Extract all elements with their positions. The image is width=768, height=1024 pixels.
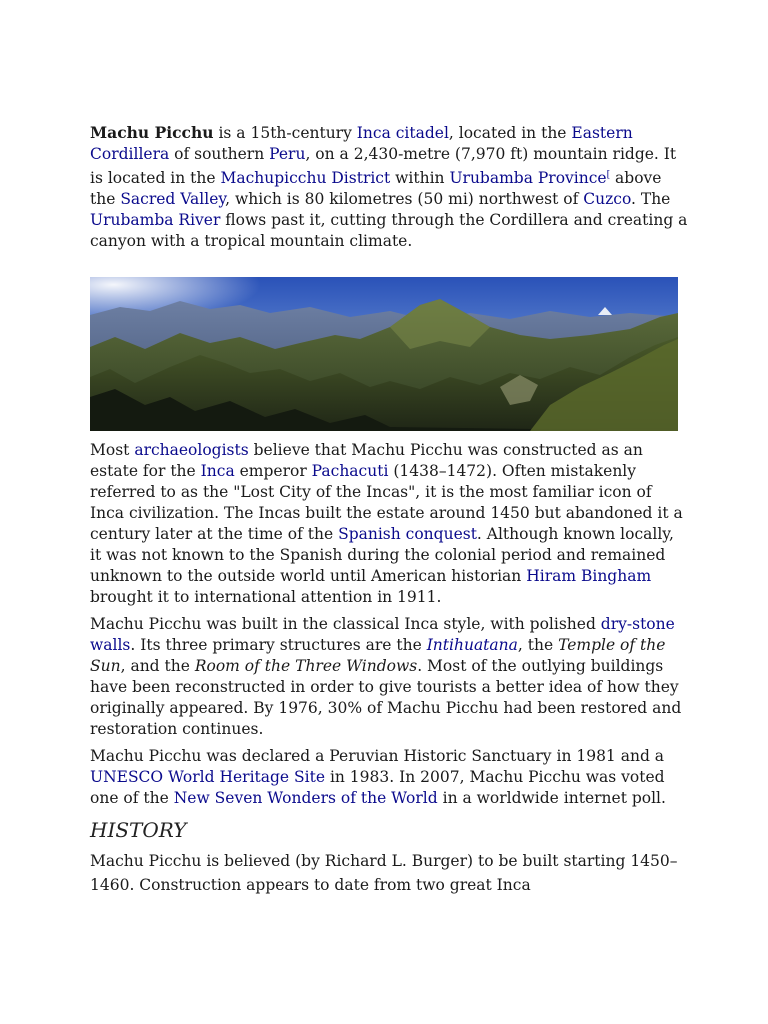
link-inca-citadel[interactable]: Inca citadel	[356, 124, 449, 142]
link-pachacuti[interactable]: Pachacuti	[311, 462, 389, 481]
link-inca[interactable]: Inca	[200, 462, 235, 481]
link-new-seven-wonders[interactable]: New Seven Wonders of the World	[173, 789, 438, 808]
link-sacred-valley[interactable]: Sacred Valley	[120, 190, 226, 209]
link-peru[interactable]: Peru	[269, 145, 306, 163]
room-of-three-windows: Room of the Three Windows	[194, 657, 418, 676]
intro-paragraph: Machu Picchu is a 15th-century Inca citadel, located in the Eastern Cordillera of southern Peru, on a 2,430-metre (7,970 ft) mountain ridge. It is located in the Machupicchu District within Urubamba Province[ above the Sacred Valley, which is 80 kilometres (50 mi) northwest of Cuzco. The Urubamba River flows past it, cutting through the Cordillera and creating a canyon with a tropical mountain climate.	[90, 123, 688, 251]
article-body	[90, 122, 690, 897]
link-spanish-conquest[interactable]: Spanish conquest	[338, 525, 477, 544]
link-archaeologists[interactable]: archaeologists	[134, 441, 249, 460]
temple-of-the-sun: Temple of the Sun	[90, 636, 666, 676]
link-hiram-bingham[interactable]: Hiram Bingham	[526, 567, 652, 586]
article-subject: Machu Picchu	[90, 123, 214, 142]
panorama-image	[90, 277, 678, 431]
link-urubamba-province[interactable]: Urubamba Province	[449, 169, 607, 188]
link-dry-stone-walls[interactable]: dry-stone walls	[90, 615, 675, 655]
body-paragraph-unesco: Machu Picchu was declared a Peruvian Historic Sanctuary in 1981 and a UNESCO World Heritage Site in 1983. In 2007, Machu Picchu was voted one of the New Seven Wonders of the World in a worldwide internet poll.	[90, 747, 666, 808]
body-paragraph-style: Machu Picchu was built in the classical Inca style, with polished dry-stone walls. Its three primary structures are the Intihuatana, the Temple of the Sun, and the Room of the Three Windows. Most of the outlying buildings have been reconstructed in order to give tourists a better idea of how they originally appeared. By 1976, 30% of Machu Picchu had been restored and restoration continues.	[90, 615, 682, 739]
link-intihuatana[interactable]: Intihuatana	[426, 636, 518, 655]
link-cuzco[interactable]: Cuzco	[583, 190, 631, 209]
citation-mark[interactable]: [	[606, 170, 611, 180]
section-heading-history: HISTORY	[90, 818, 187, 843]
link-urubamba-river[interactable]: Urubamba River	[90, 211, 221, 230]
body-paragraph-estate: Most archaeologists believe that Machu Picchu was constructed as an estate for the Inca emperor Pachacuti (1438–1472). Often mistakenly referred to as the "Lost City of the Incas", it is the most familiar icon of Inca civilization. The Incas built the estate around 1450 but abandoned it a century later at the time of the Spanish conquest. Although known locally, it was not known to the Spanish during the colonial period and remained unknown to the outside world until American historian Hiram Bingham brought it to international attention in 1911.	[90, 441, 683, 607]
link-machupicchu-district[interactable]: Machupicchu District	[220, 169, 391, 188]
link-unesco[interactable]: UNESCO World Heritage Site	[90, 768, 326, 787]
link-eastern-cordillera[interactable]: Eastern Cordillera	[90, 124, 633, 163]
history-paragraph: Machu Picchu is believed (by Richard L. Burger) to be built starting 1450–1460. Construction appears to date from two great Inca	[90, 852, 678, 895]
